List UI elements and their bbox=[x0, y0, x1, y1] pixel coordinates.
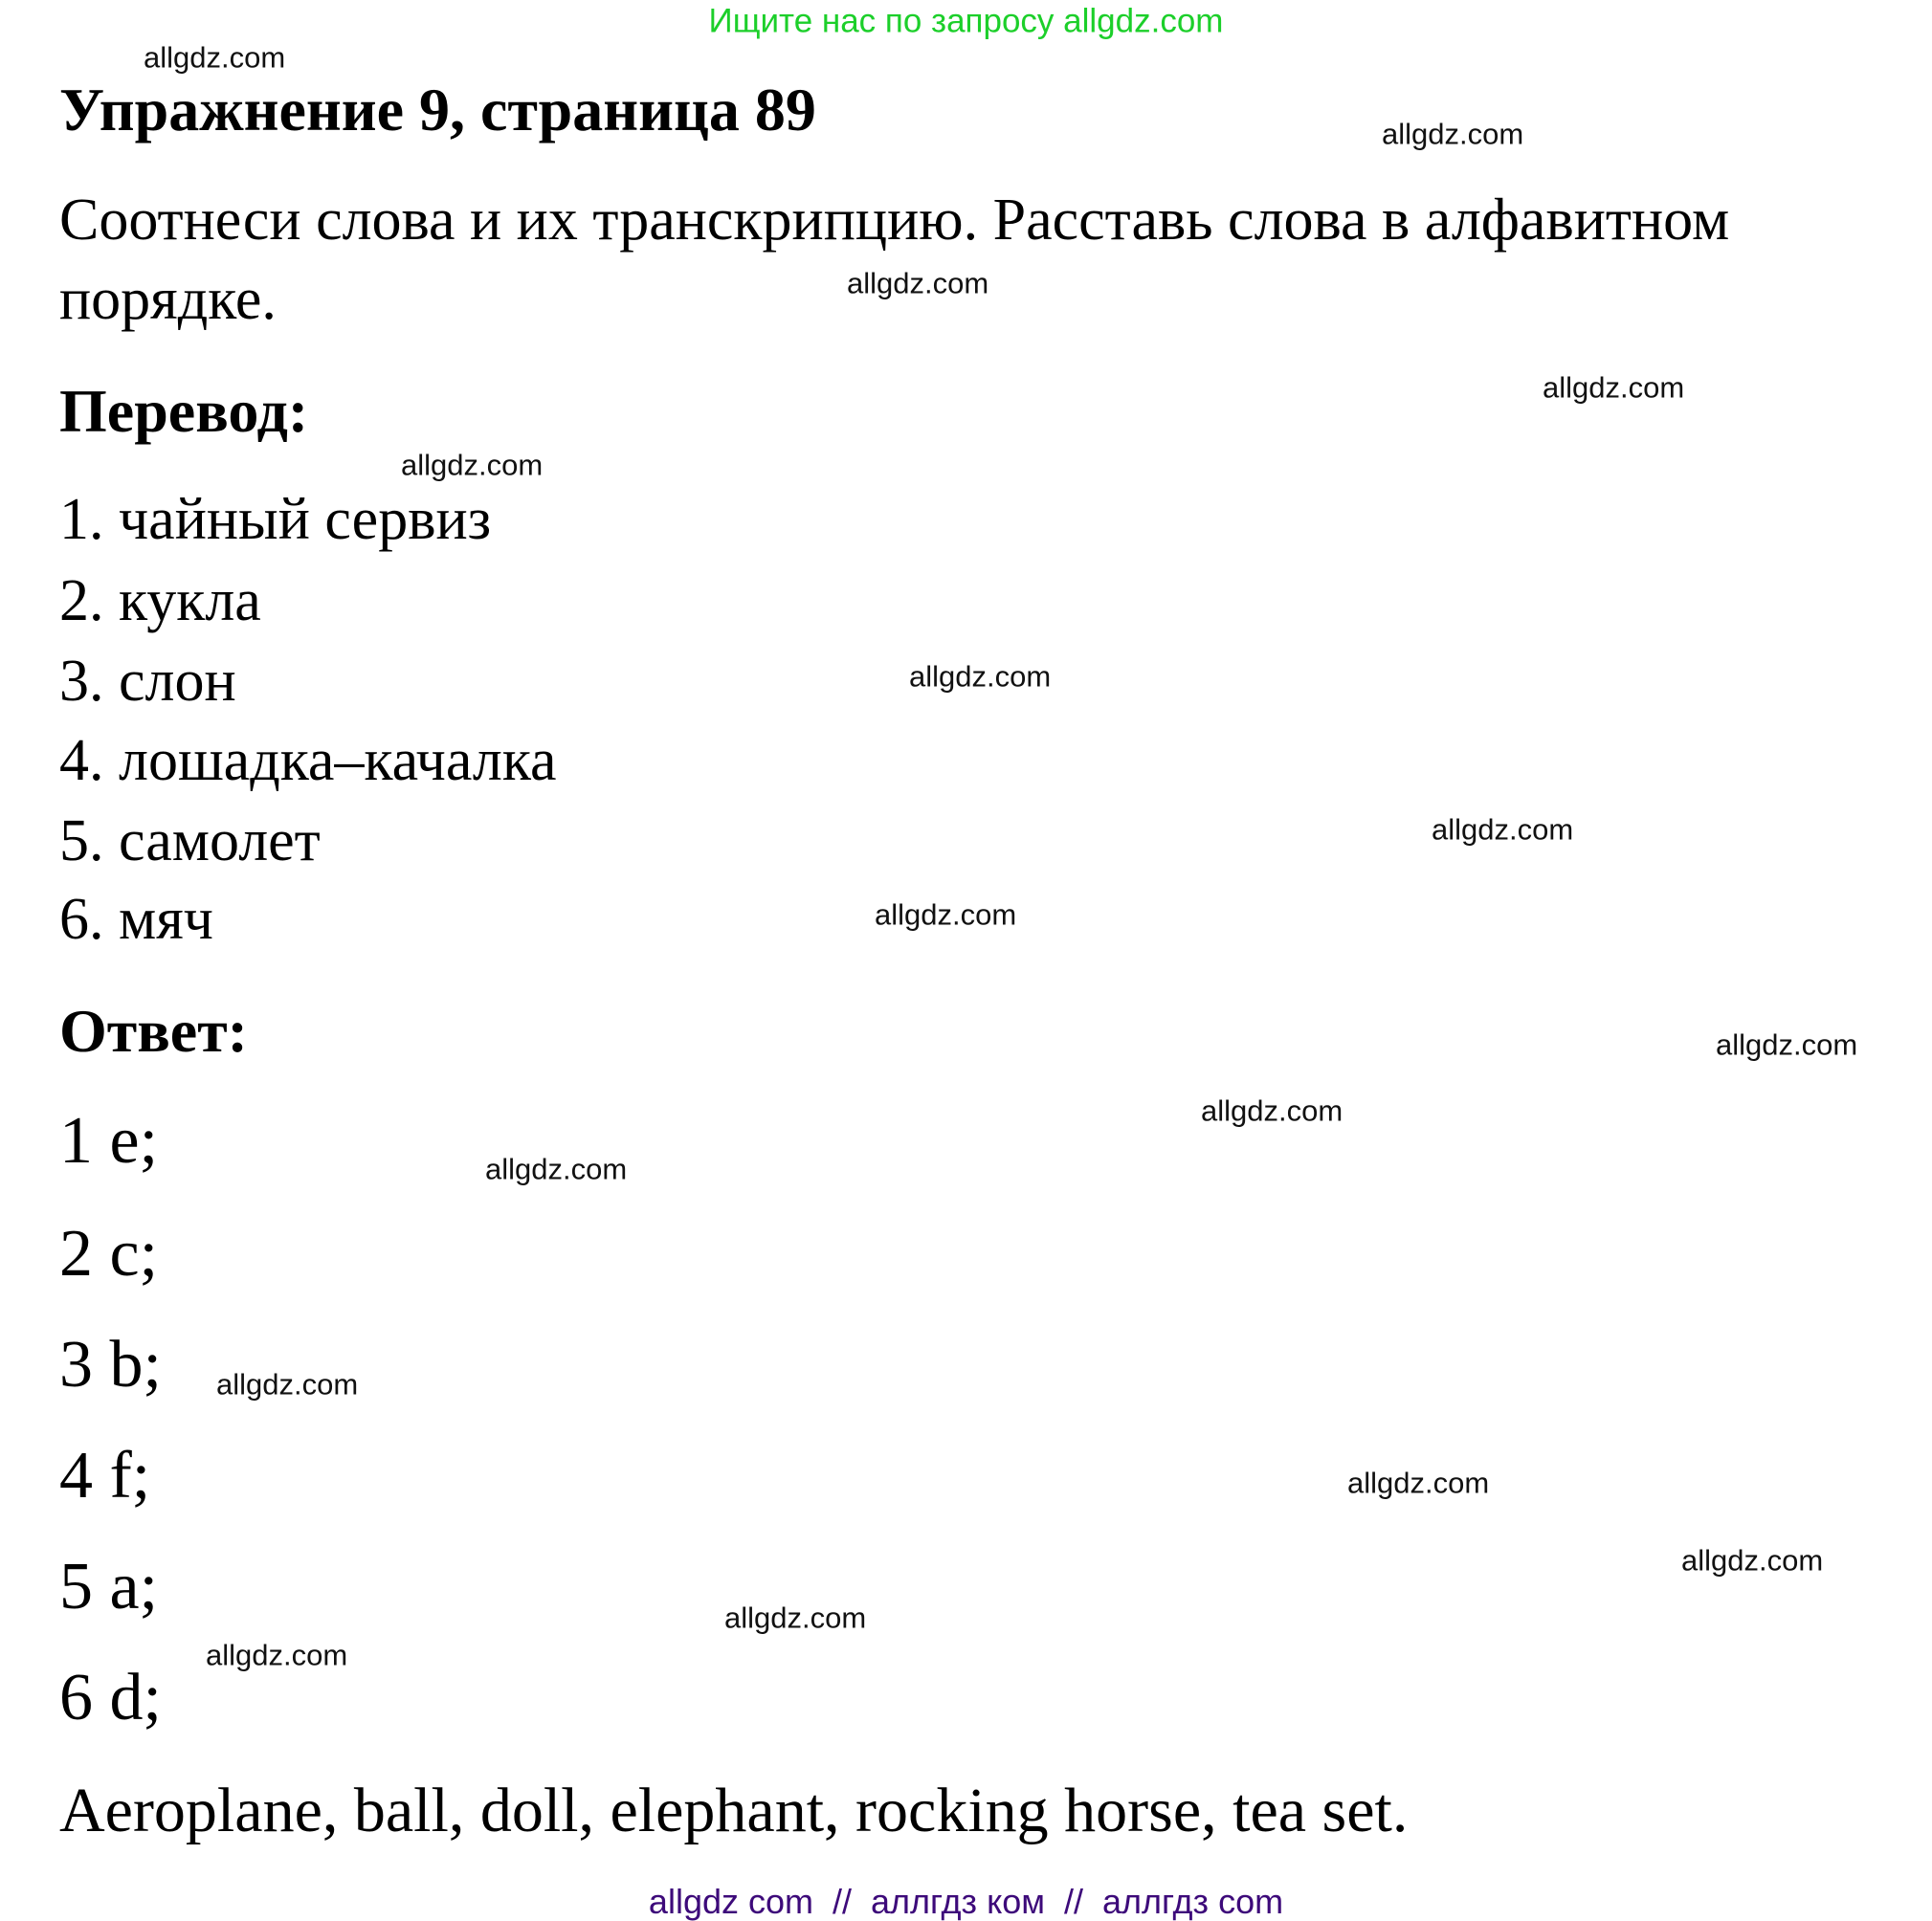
search-banner: Ищите нас по запросу allgdz.com bbox=[708, 2, 1224, 40]
watermark: allgdz.com bbox=[1681, 1543, 1824, 1578]
watermark: allgdz.com bbox=[1543, 370, 1685, 405]
translation-heading: Перевод: bbox=[59, 377, 309, 445]
watermark: allgdz.com bbox=[1432, 812, 1574, 847]
watermark: allgdz.com bbox=[875, 897, 1017, 932]
watermark: allgdz.com bbox=[216, 1367, 359, 1402]
watermark: allgdz.com bbox=[1347, 1466, 1490, 1500]
answer-item: 1 e; bbox=[59, 1104, 159, 1178]
list-item: 4. лошадка–качалка bbox=[59, 728, 557, 793]
list-item: 6. мяч bbox=[59, 887, 213, 952]
page-title: Упражнение 9, страница 89 bbox=[59, 76, 816, 144]
watermark: allgdz.com bbox=[144, 40, 286, 75]
list-item: 3. слон bbox=[59, 649, 236, 714]
watermark: allgdz.com bbox=[206, 1638, 348, 1672]
answer-item: 4 f; bbox=[59, 1439, 151, 1513]
list-item: 5. самолет bbox=[59, 808, 321, 873]
watermark: allgdz.com bbox=[847, 266, 989, 300]
answer-item: 5 a; bbox=[59, 1550, 159, 1623]
watermark: allgdz.com bbox=[724, 1601, 867, 1635]
list-item: 1. чайный сервиз bbox=[59, 487, 492, 552]
watermark: allgdz.com bbox=[1716, 1027, 1858, 1062]
answer-item: 6 d; bbox=[59, 1661, 162, 1734]
answer-item: 3 b; bbox=[59, 1328, 162, 1402]
list-item: 2. кукла bbox=[59, 568, 261, 633]
instruction-line-2: порядке. bbox=[59, 267, 277, 332]
instruction-line-1: Соотнеси слова и их транскрипцию. Расставь слова в алфавитном bbox=[59, 188, 1730, 253]
watermark: allgdz.com bbox=[1382, 117, 1524, 151]
answer-item: 2 c; bbox=[59, 1217, 159, 1291]
watermark: allgdz.com bbox=[909, 659, 1052, 694]
watermark: allgdz.com bbox=[401, 448, 544, 482]
watermark: allgdz.com bbox=[1201, 1093, 1344, 1128]
answer-heading: Ответ: bbox=[59, 997, 248, 1065]
answer-sentence: Aeroplane, ball, doll, elephant, rocking horse, tea set. bbox=[59, 1776, 1409, 1845]
footer-links: allgdz com // аллгдз ком // аллгдз com bbox=[648, 1882, 1284, 1921]
watermark: allgdz.com bbox=[485, 1152, 628, 1186]
